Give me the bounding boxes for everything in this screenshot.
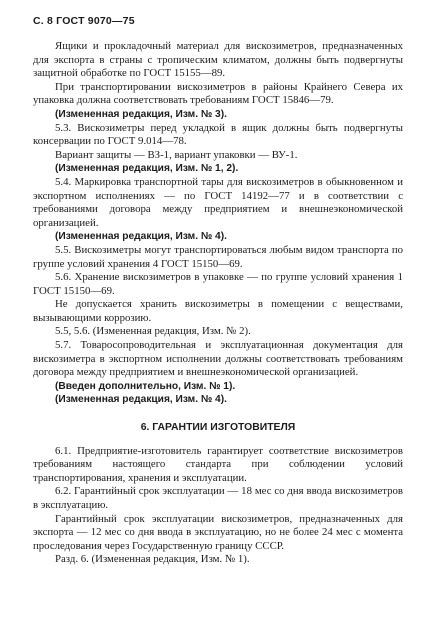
paragraph-6-2: 6.2. Гарантийный срок эксплуатации — 18 мес со дня ввода вискозиметров в эксплуатацию. (33, 485, 403, 511)
amendment-note: (Измененная редакция, Изм. № 3). (55, 108, 227, 120)
section-title: 6. ГАРАНТИИ ИЗГОТОВИТЕЛЯ (140, 422, 296, 434)
paragraph-5-4: 5.4. Маркировка транспортной тары для вискозиметров в обыкновенном и экспортном исполнениях — по ГОСТ 14192—77 и в соответствии с требованиями договора между предприятием и внешнеэкономической организацией. (33, 175, 403, 229)
paragraph-far-north: При транспортировании вискозиметров в районы Крайнего Севера их упаковка должна соответствовать требованиям ГОСТ 15846—79. (33, 80, 403, 107)
paragraph-boxes-tropical: Ящики и прокладочный материал для вискозиметров, предназначенных для экспорта в страны с тропическим климатом, должны быть подвергнуты защитной обработке по ГОСТ 15155—89. (33, 40, 403, 80)
amendment-note: (Измененная редакция, Изм. № 4). (55, 231, 227, 243)
amendment-note: (Введен дополнительно, Изм. № 1). (55, 380, 236, 392)
document-body (33, 40, 403, 567)
paragraph-5-6: 5.6. Хранение вискозиметров в упаковке — по группе условий хранения 1 ГОСТ 15150—69. (33, 271, 403, 297)
paragraph-5-7: 5.7. Товаросопроводительная и эксплуатационная документация для вискозиметра в экспортном исполнении должны соответствовать требованиям договора между предприятием и внешнеэкономической организацией. (33, 339, 403, 379)
amendment-note: (Измененная редакция, Изм. № 1, 2). (55, 163, 239, 175)
paragraph-export-warranty: Гарантийный срок эксплуатации вискозиметров, предназначенных для экспорта — 12 мес со дня ввода в эксплуатацию, но не более 24 мес с момента проследования через Государственную границу СССР. (33, 512, 403, 552)
paragraph-5-5-5-6-amendment: 5.5, 5.6. (Измененная редакция, Изм. № 2). (55, 325, 251, 338)
paragraph-5-5: 5.5. Вискозиметры могут транспортироваться любым видом транспорта по группе условий хранения 4 ГОСТ 15150—69. (33, 243, 403, 270)
paragraph-6-1: 6.1. Предприятие-изготовитель гарантирует соответствие вискозиметров требованиям настоящего стандарта при соблюдении условий транспортирования, хранения и эксплуатации. (33, 444, 403, 484)
paragraph-section-6-amendment: Разд. 6. (Измененная редакция, Изм. № 1). (55, 553, 250, 566)
paragraph-protection-variant: Вариант защиты — ВЗ-1, вариант упаковки — ВУ-1. (55, 148, 298, 161)
paragraph-5-3: 5.3. Вискозиметры перед укладкой в ящик должны быть подвергнуты консервации по ГОСТ 9.014—78. (33, 121, 403, 148)
amendment-note: (Измененная редакция, Изм. № 4). (55, 394, 227, 406)
page-header: С. 8 ГОСТ 9070—75 (33, 15, 135, 27)
paragraph-corrosion: Не допускается хранить вискозиметры в помещении с веществами, вызывающими коррозию. (33, 298, 403, 324)
